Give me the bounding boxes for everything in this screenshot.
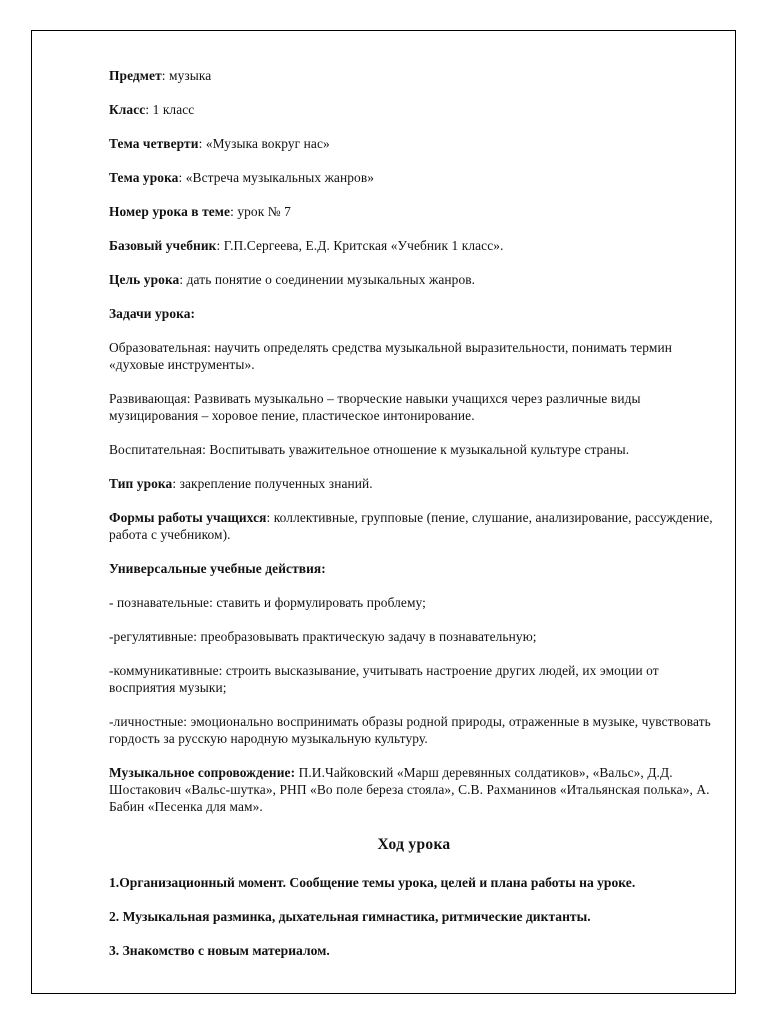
task-developmental: Развивающая: Развивать музыкально – творческие навыки учащихся через различные виды музицирования – хоровое пение, пластическое интонирование. (109, 391, 641, 423)
field-value: : Г.П.Сергеева, Е.Д. Критская «Учебник 1 класс». (216, 238, 504, 253)
field-value: : «Встреча музыкальных жанров» (178, 170, 375, 185)
field-value: : закрепление полученных знаний. (172, 476, 373, 491)
task-educational: Образовательная: научить определять средства музыкальной выразительности, понимать термин «духовые инструменты». (109, 340, 673, 372)
field-value: : дать понятие о соединении музыкальных жанров. (179, 272, 476, 287)
field-subject (109, 67, 719, 84)
lesson-step: 1.Организационный момент. Сообщение темы урока, целей и плана работы на уроке. (109, 875, 636, 890)
uud-heading-text: Универсальные учебные действия: (109, 561, 326, 576)
tasks-heading (109, 305, 719, 322)
lesson-step: 3. Знакомство с новым материалом. (109, 943, 330, 958)
field-label: Цель урока (109, 272, 180, 287)
field-label: Музыкальное сопровождение: (109, 765, 296, 780)
uud-cognitive: - познавательные: ставить и формулировать проблему; (109, 595, 426, 610)
field-label: Тема четверти (109, 136, 199, 151)
field-quarter-theme (109, 135, 719, 152)
uud-regulatory: -регулятивные: преобразовывать практическую задачу в познавательную; (109, 629, 537, 644)
field-value: : музыка (161, 68, 212, 83)
field-value: П.И.Чайковский «Марш деревянных солдатиков», «Вальс», Д.Д. Шостакович «Вальс-шутка», РНП «Во поле береза стояла», С.В. Рахманинов «Итальянская полька», А. Бабин «Песенка для мам». (109, 765, 710, 814)
section-title: Ход урока (377, 836, 451, 853)
field-label: Формы работы учащихся (109, 510, 267, 525)
field-textbook (109, 237, 719, 254)
field-label: Тип урока (109, 476, 173, 491)
field-value: : урок № 7 (230, 204, 291, 219)
task-upbringing: Воспитательная: Воспитывать уважительное отношение к музыкальной культуре страны. (109, 442, 630, 457)
lesson-step: 2. Музыкальная разминка, дыхательная гимнастика, ритмические диктанты. (109, 909, 591, 924)
field-label: Номер урока в теме (109, 204, 231, 219)
document-body (109, 67, 719, 976)
field-label: Предмет (109, 68, 162, 83)
field-grade (109, 101, 719, 118)
tasks-heading-text: Задачи урока: (109, 306, 196, 321)
field-label: Базовый учебник (109, 238, 217, 253)
uud-heading (109, 560, 719, 577)
field-lesson-goal (109, 271, 719, 288)
field-work-forms (109, 509, 719, 543)
uud-personal: -личностные: эмоционально воспринимать образы родной природы, отраженные в музыке, чувствовать гордость за русскую народную музыкальную культуру. (109, 714, 711, 746)
field-music (109, 764, 719, 815)
field-lesson-number (109, 203, 719, 220)
field-label: Класс (109, 102, 146, 117)
field-value: : коллективные, групповые (пение, слушание, анализирование, рассуждение, работа с учебником). (109, 510, 713, 542)
field-lesson-type (109, 475, 719, 492)
field-value: : 1 класс (145, 102, 195, 117)
field-lesson-theme (109, 169, 719, 186)
uud-communicative: -коммуникативные: строить высказывание, учитывать настроение других людей, их эмоции от восприятия музыки; (109, 663, 659, 695)
field-label: Тема урока (109, 170, 179, 185)
field-value: : «Музыка вокруг нас» (198, 136, 330, 151)
